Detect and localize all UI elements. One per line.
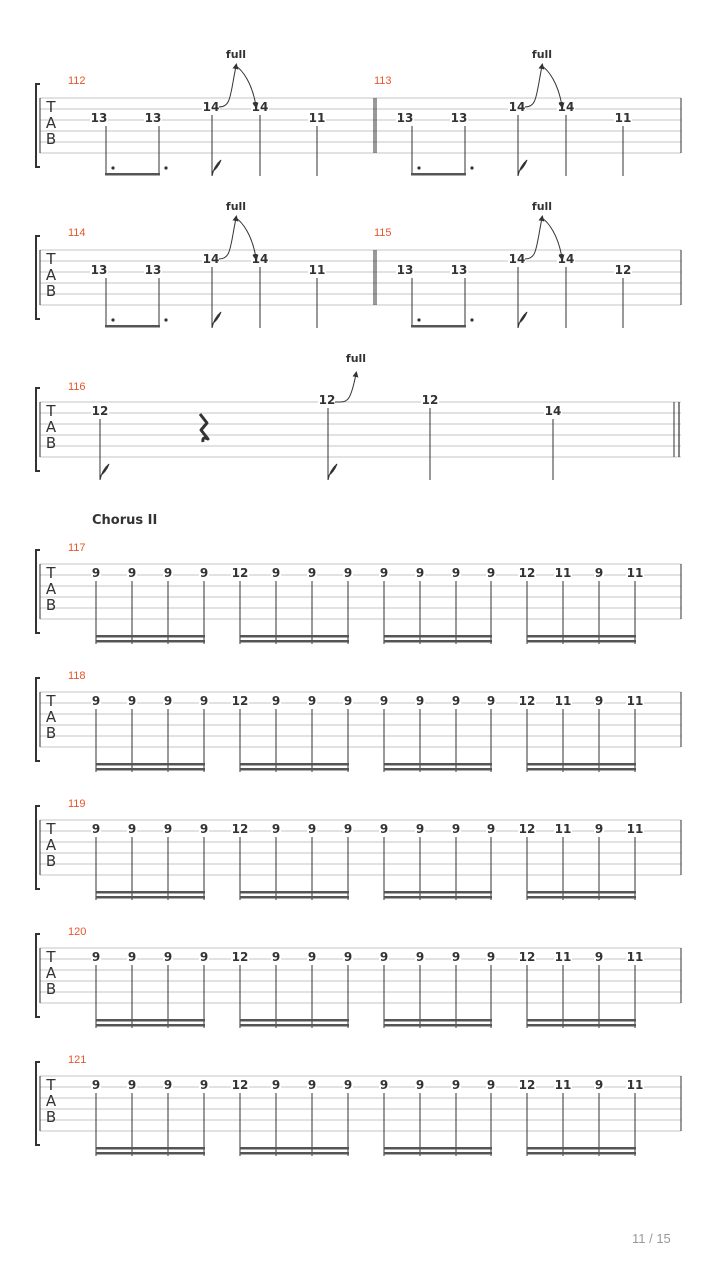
tab-clef-letter: A [45,708,57,726]
fret-number: 12 [518,566,536,580]
fret-number: 9 [451,566,461,580]
fret-number: 9 [271,950,281,964]
augmentation-dot [470,166,473,169]
note-beam [96,1147,205,1150]
fret-number: 9 [379,566,389,580]
fret-number: 9 [199,950,209,964]
fret-number: 9 [163,822,173,836]
fret-number: 9 [594,950,604,964]
measure-number: 112 [68,75,86,87]
fret-number: 9 [379,950,389,964]
note-flag [328,464,337,480]
tab-clef-letter: B [45,724,57,742]
fret-number: 12 [231,694,249,708]
fret-number: 11 [308,263,326,277]
fret-number: 11 [626,950,644,964]
bend-label: full [531,200,553,213]
fret-number: 9 [271,694,281,708]
fret-number: 9 [163,950,173,964]
fret-number: 11 [626,1078,644,1092]
measure-number: 121 [68,1054,87,1066]
system-bracket [36,236,40,319]
fret-number: 9 [271,1078,281,1092]
fret-number: 9 [307,566,317,580]
note-beam [240,763,349,766]
system-bracket [36,678,40,761]
tab-clef-letter: A [45,964,57,982]
fret-number: 9 [163,566,173,580]
tab-clef-letter: A [45,836,57,854]
fret-number: 9 [415,822,425,836]
note-flag [518,312,527,328]
note-beam [384,1024,492,1027]
fret-number: 9 [91,566,101,580]
tab-clef-letter: A [45,266,57,284]
fret-number: 9 [91,694,101,708]
tab-clef-letter: A [45,114,57,132]
note-beam [527,635,636,638]
fret-number: 9 [594,694,604,708]
fret-number: 9 [343,950,353,964]
fret-number: 9 [163,1078,173,1092]
tab-clef-letter: B [45,282,57,300]
fret-number: 11 [554,950,572,964]
fret-number: 13 [90,111,108,125]
fret-number: 9 [127,566,137,580]
note-beam [96,640,205,643]
measure-number: 119 [68,798,86,810]
measure-number: 116 [68,381,86,393]
fret-number: 12 [231,950,249,964]
fret-number: 9 [271,822,281,836]
fret-number: 11 [554,1078,572,1092]
note-beam [384,896,492,899]
note-beam [96,896,205,899]
bend-label: full [345,352,367,365]
note-flag [212,160,221,176]
fret-number: 9 [379,694,389,708]
fret-number: 14 [251,252,269,266]
section-title: Chorus II [92,513,158,528]
fret-number: 13 [144,263,162,277]
fret-number: 9 [91,822,101,836]
fret-number: 9 [91,1078,101,1092]
tab-clef-letter: T [46,564,56,582]
note-beam [240,896,349,899]
note-beam [411,325,466,328]
fret-number: 9 [199,822,209,836]
fret-number: 9 [343,694,353,708]
fret-number: 9 [415,566,425,580]
fret-number: 9 [127,1078,137,1092]
system-bracket [36,550,40,633]
fret-number: 14 [251,100,269,114]
note-beam [384,640,492,643]
fret-number: 9 [451,694,461,708]
fret-number: 9 [379,1078,389,1092]
fret-number: 9 [127,950,137,964]
fret-number: 9 [486,822,496,836]
tab-clef-letter: B [45,434,57,452]
fret-number: 14 [202,100,220,114]
tab-clef-letter: T [46,1076,56,1094]
fret-number: 9 [271,566,281,580]
note-beam [527,1147,636,1150]
fret-number: 9 [486,566,496,580]
fret-number: 9 [307,822,317,836]
fret-number: 9 [199,694,209,708]
fret-number: 12 [518,1078,536,1092]
fret-number: 12 [91,404,109,418]
note-beam [240,1152,349,1155]
note-beam [240,635,349,638]
fret-number: 9 [307,1078,317,1092]
augmentation-dot [111,318,114,321]
note-beam [105,325,160,328]
note-beam [240,768,349,771]
note-beam [240,1147,349,1150]
note-beam [105,173,160,176]
fret-number: 11 [626,566,644,580]
note-beam [96,1019,205,1022]
fret-number: 9 [486,950,496,964]
fret-number: 12 [518,822,536,836]
fret-number: 14 [508,100,526,114]
fret-number: 9 [415,1078,425,1092]
bend-arrow [335,374,356,402]
note-beam [96,768,205,771]
fret-number: 12 [614,263,632,277]
measure-number: 117 [68,542,86,554]
tab-clef-letter: B [45,852,57,870]
bend-arrow [219,66,236,107]
note-beam [240,891,349,894]
note-flag [518,160,527,176]
tab-clef-letter: B [45,130,57,148]
augmentation-dot [417,318,420,321]
bend-arrow [525,66,542,107]
fret-number: 13 [144,111,162,125]
fret-number: 9 [307,950,317,964]
fret-number: 14 [557,100,575,114]
fret-number: 12 [231,566,249,580]
fret-number: 11 [554,822,572,836]
page-number: 11 / 15 [632,1231,671,1246]
fret-number: 9 [594,566,604,580]
fret-number: 12 [518,694,536,708]
note-beam [240,1024,349,1027]
fret-number: 14 [508,252,526,266]
note-beam [527,1152,636,1155]
tab-clef-letter: T [46,98,56,116]
fret-number: 9 [127,822,137,836]
fret-number: 9 [91,950,101,964]
note-beam [96,635,205,638]
augmentation-dot [417,166,420,169]
note-beam [96,763,205,766]
fret-number: 9 [199,566,209,580]
fret-number: 13 [396,263,414,277]
tab-clef-letter: A [45,418,57,436]
tab-clef-letter: T [46,402,56,420]
fret-number: 9 [451,1078,461,1092]
fret-number: 9 [415,950,425,964]
bend-arrow [219,218,236,259]
augmentation-dot [111,166,114,169]
note-beam [96,1152,205,1155]
fret-number: 11 [626,694,644,708]
fret-number: 12 [231,822,249,836]
note-flag [212,312,221,328]
bend-arrow [525,218,542,259]
tab-clef-letter: T [46,250,56,268]
note-beam [384,1019,492,1022]
fret-number: 9 [343,1078,353,1092]
fret-number: 12 [518,950,536,964]
fret-number: 13 [396,111,414,125]
bend-label: full [531,48,553,61]
tab-clef-letter: B [45,1108,57,1126]
fret-number: 9 [379,822,389,836]
system-bracket [36,388,40,471]
tab-clef-letter: T [46,820,56,838]
fret-number: 12 [421,393,439,407]
note-beam [384,635,492,638]
tab-clef-letter: A [45,1092,57,1110]
note-beam [96,1024,205,1027]
note-beam [527,891,636,894]
fret-number: 9 [486,694,496,708]
note-beam [527,763,636,766]
system-bracket [36,934,40,1017]
fret-number: 11 [554,566,572,580]
fret-number: 9 [594,1078,604,1092]
note-beam [527,1024,636,1027]
fret-number: 9 [163,694,173,708]
augmentation-dot [164,318,167,321]
note-beam [384,763,492,766]
note-beam [527,768,636,771]
note-beam [384,768,492,771]
note-beam [384,1152,492,1155]
note-beam [527,896,636,899]
fret-number: 9 [451,950,461,964]
fret-number: 14 [544,404,562,418]
quarter-rest-icon [200,414,208,442]
tab-clef-letter: B [45,596,57,614]
note-beam [411,173,466,176]
note-beam [240,1019,349,1022]
fret-number: 13 [450,111,468,125]
note-flag [100,464,109,480]
measure-number: 118 [68,670,86,682]
fret-number: 9 [127,694,137,708]
fret-number: 9 [307,694,317,708]
note-beam [384,891,492,894]
fret-number: 9 [594,822,604,836]
system-bracket [36,806,40,889]
tab-clef-letter: A [45,580,57,598]
fret-number: 13 [450,263,468,277]
fret-number: 11 [308,111,326,125]
fret-number: 9 [343,822,353,836]
bend-label: full [225,200,247,213]
fret-number: 12 [318,393,336,407]
tab-clef-letter: B [45,980,57,998]
note-beam [527,640,636,643]
fret-number: 14 [557,252,575,266]
tab-clef-letter: T [46,948,56,966]
fret-number: 12 [231,1078,249,1092]
augmentation-dot [470,318,473,321]
fret-number: 9 [451,822,461,836]
fret-number: 9 [415,694,425,708]
measure-number: 115 [374,227,392,239]
fret-number: 9 [486,1078,496,1092]
fret-number: 11 [614,111,632,125]
fret-number: 13 [90,263,108,277]
system-bracket [36,84,40,167]
measure-number: 113 [374,75,392,87]
fret-number: 9 [199,1078,209,1092]
fret-number: 11 [554,694,572,708]
note-beam [96,891,205,894]
system-bracket [36,1062,40,1145]
note-beam [384,1147,492,1150]
note-beam [527,1019,636,1022]
bend-label: full [225,48,247,61]
measure-number: 114 [68,227,86,239]
fret-number: 9 [343,566,353,580]
measure-number: 120 [68,926,87,938]
tab-clef-letter: T [46,692,56,710]
fret-number: 14 [202,252,220,266]
augmentation-dot [164,166,167,169]
note-beam [240,640,349,643]
fret-number: 11 [626,822,644,836]
